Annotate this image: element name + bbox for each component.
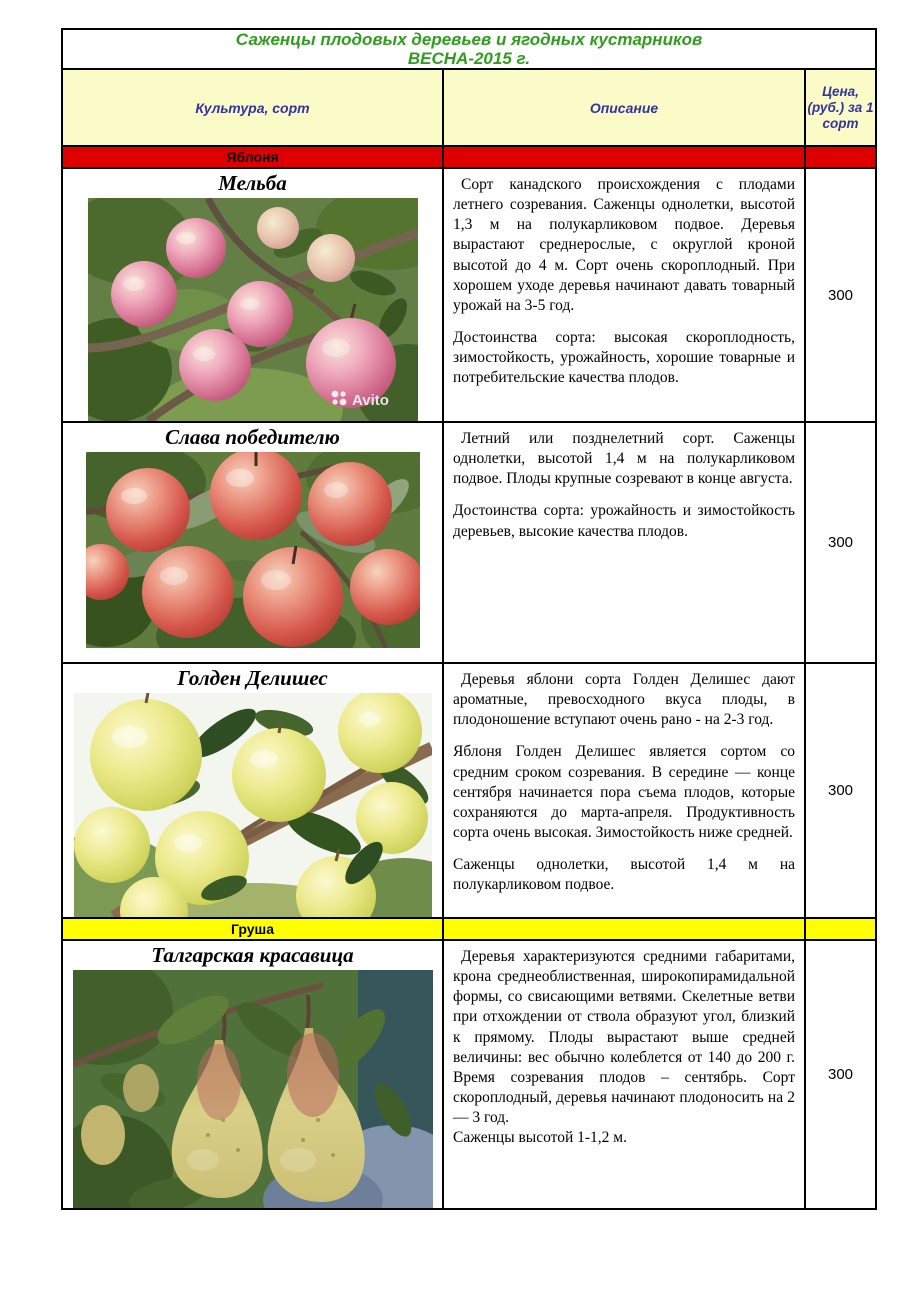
page-title-line2: ВЕСНА-2015 г.: [407, 49, 531, 68]
table-row-slava: [62, 422, 876, 663]
description-cell-melba: [443, 168, 805, 422]
page-title-line1: Саженцы плодовых деревьев и ягодных кустарников: [235, 30, 703, 49]
golden-delicious-photo: [74, 693, 432, 917]
section-label-pear: Груша: [62, 918, 443, 940]
description-paragraph: Деревья характеризуются средними габаритами, крона среднеоблиственная, широкопирамидальной формы, со свисающими ветвями. Скелетные ветви при отхождении от ствола образуют угол, близкий к прямому. Плоды вырастают выше средней величины: вес обычно колеблется от 140 до 200 г. Время созревания плодов – сентябрь. Сорт скороплодный, деревья начинают плодоносить на 2 — 3 год.: [453, 948, 795, 1127]
talgar-pears-photo: [73, 970, 433, 1208]
column-header-description: Описание: [443, 69, 805, 146]
description-cell-slava: [443, 422, 805, 663]
description-cell-golden: [443, 663, 805, 918]
description-paragraph: Достоинства сорта: высокая скороплодность, зимостойкость, урожайность, хорошие товарные и потребительские качества плодов.: [453, 328, 795, 387]
section-pear-spacer-price: [805, 918, 876, 940]
section-pear-spacer-desc: [443, 918, 805, 940]
variety-name: Талгарская красавица: [151, 943, 354, 967]
section-apple-spacer-desc: [443, 146, 805, 168]
price-table: [61, 28, 877, 1210]
description-paragraph: Сорт канадского происхождения с плодами летнего созревания. Саженцы однолетки, высотой 1,3 м на полукарликовом подвое. Деревья вырастают среднерослые, с округлой кроной высотой до 4 м. Сорт очень скороплодный. При хорошем уходе деревья начинают давать товарный урожай на 3-5 год.: [453, 176, 795, 314]
culture-cell-talgar: [62, 940, 443, 1209]
description-paragraph: Саженцы однолетки, высотой 1,4 м на полукарликовом подвое.: [453, 856, 795, 894]
culture-cell-melba: [62, 168, 443, 422]
table-row-melba: [62, 168, 876, 422]
price-cell-talgar: 300: [805, 940, 876, 1209]
section-row-apple: [62, 146, 876, 168]
section-row-pear: [62, 918, 876, 940]
price-cell-golden: 300: [805, 663, 876, 918]
variety-name: Голден Делишес: [177, 666, 328, 690]
column-header-price: Цена, (руб.) за 1 сорт: [805, 69, 876, 146]
table-row-talgar: [62, 940, 876, 1209]
description-paragraph: Летний или позднелетний сорт. Саженцы однолетки, высотой 1,4 м на полукарликовом подвое. Плоды крупные созревают в конце августа.: [453, 430, 795, 488]
price-cell-melba: 300: [805, 168, 876, 422]
variety-name: Слава победителю: [165, 425, 340, 449]
description-paragraph: Саженцы высотой 1-1,2 м.: [453, 1129, 627, 1147]
header-row: [62, 69, 876, 146]
description-cell-talgar: [443, 940, 805, 1209]
culture-cell-golden: [62, 663, 443, 918]
slava-photo: [86, 452, 420, 648]
page-title: [62, 29, 876, 69]
variety-name: Мельба: [218, 171, 287, 195]
column-header-culture: Культура, сорт: [62, 69, 443, 146]
description-paragraph: Достоинства сорта: урожайность и зимостойкость деревьев, высокие качества плодов.: [453, 502, 795, 540]
title-row: [62, 29, 876, 69]
culture-cell-slava: [62, 422, 443, 663]
price-cell-slava: 300: [805, 422, 876, 663]
svg-text:Avito: Avito: [351, 392, 389, 409]
melba-photo: [88, 198, 418, 421]
table-row-golden: [62, 663, 876, 918]
description-paragraph: Деревья яблони сорта Голден Делишес дают ароматные, превосходного вкуса плоды, в плодоношение вступают очень рано - на 2-3 год.: [453, 671, 795, 729]
section-apple-spacer-price: [805, 146, 876, 168]
section-label-apple: Яблоня: [62, 146, 443, 168]
description-paragraph: Яблоня Голден Делишес является сортом со средним сроком созревания. В середине — конце сентября начинается пора съема плодов, которые сохраняются до марта-апреля. Продуктивность сорта очень высокая. Зимостойкость ниже средней.: [453, 743, 795, 841]
